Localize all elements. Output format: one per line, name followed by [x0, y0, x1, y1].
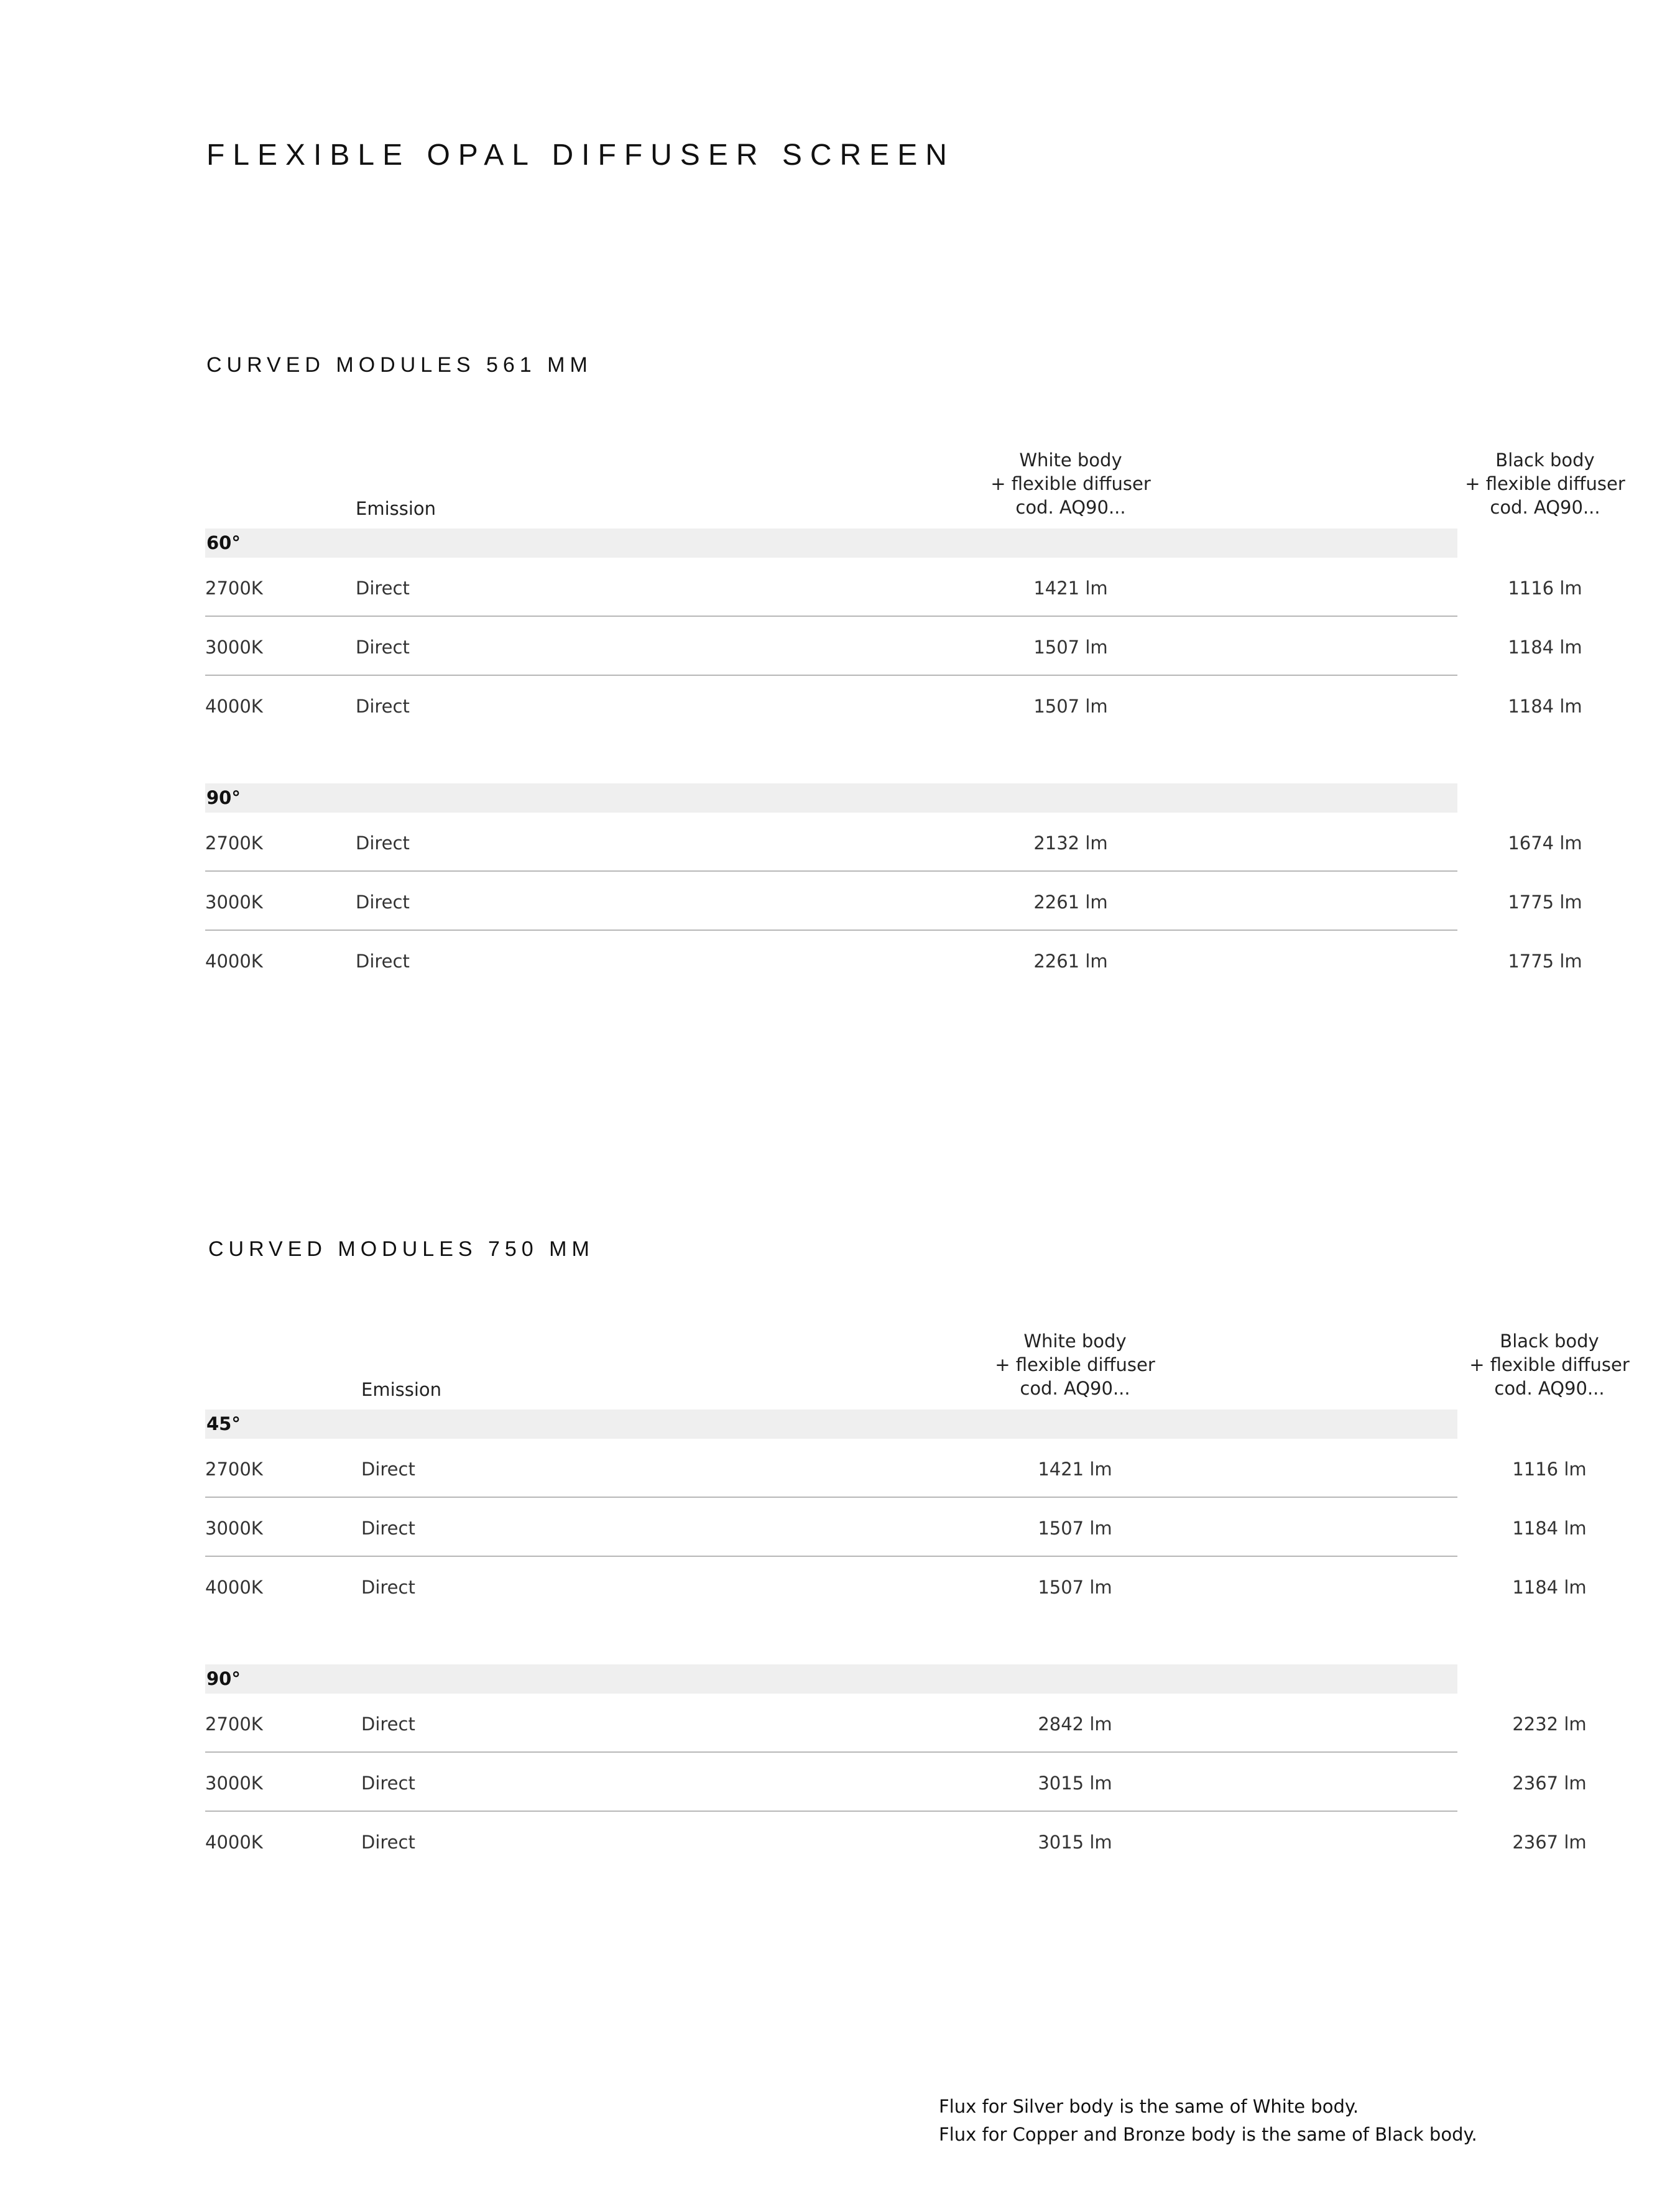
black-body-flux: 1184 lm	[1508, 696, 1582, 717]
emission-value: Direct	[361, 1577, 415, 1598]
table-header	[205, 1316, 1630, 1409]
table-row	[205, 617, 1582, 676]
white-body-flux: 3015 lm	[1038, 1773, 1112, 1794]
color-temperature: 4000K	[205, 696, 263, 717]
black-body-flux: 1775 lm	[1508, 951, 1582, 972]
table-row	[205, 1812, 1587, 1870]
black-body-flux: 1674 lm	[1508, 833, 1582, 854]
black-body-column-header: Black body + flexible diffuser cod. AQ90...	[1469, 1331, 1630, 1399]
black-body-flux: 1116 lm	[1508, 578, 1582, 599]
color-temperature: 2700K	[205, 1459, 263, 1480]
section-title-750: CURVED MODULES 750 MM	[208, 1237, 594, 1261]
white-body-column-header: White body + flexible diffuser cod. AQ90...	[995, 1331, 1155, 1399]
table-row	[205, 872, 1582, 931]
section-title-561: CURVED MODULES 561 MM	[206, 353, 593, 377]
page-title: FLEXIBLE OPAL DIFFUSER SCREEN	[206, 139, 955, 172]
emission-column-header: Emission	[356, 498, 436, 519]
black-body-flux: 2367 lm	[1512, 1832, 1587, 1853]
footnote-line: Flux for Silver body is the same of White body.	[939, 2096, 1359, 2117]
table-row	[205, 676, 1582, 734]
white-body-flux: 3015 lm	[1038, 1832, 1112, 1853]
footnote	[939, 2093, 1477, 2149]
white-body-flux: 1507 lm	[1038, 1518, 1112, 1539]
table-row	[205, 1439, 1587, 1498]
color-temperature: 4000K	[205, 951, 263, 972]
group-header-90: 90°	[205, 783, 1457, 813]
color-temperature: 3000K	[205, 1773, 263, 1794]
emission-value: Direct	[356, 637, 410, 658]
emission-value: Direct	[361, 1459, 415, 1480]
flux-table-750	[205, 1316, 1630, 1870]
white-body-flux: 2132 lm	[1033, 833, 1108, 854]
emission-value: Direct	[356, 578, 410, 599]
white-body-flux: 1507 lm	[1033, 637, 1108, 658]
white-body-column-header: White body + flexible diffuser cod. AQ90...	[990, 450, 1151, 518]
table-header	[205, 435, 1625, 528]
black-body-flux: 1184 lm	[1512, 1518, 1587, 1539]
emission-value: Direct	[361, 1832, 415, 1853]
table-row	[205, 931, 1582, 989]
white-body-flux: 1507 lm	[1038, 1577, 1112, 1598]
color-temperature: 3000K	[205, 1518, 263, 1539]
white-body-flux: 1421 lm	[1038, 1459, 1112, 1480]
black-body-flux: 1775 lm	[1508, 892, 1582, 913]
table-row	[205, 1557, 1587, 1615]
color-temperature: 2700K	[205, 578, 263, 599]
white-body-flux: 1507 lm	[1033, 696, 1108, 717]
table-row	[205, 1498, 1587, 1557]
table-row	[205, 1753, 1587, 1812]
group-header-90: 90°	[205, 1664, 1457, 1694]
emission-value: Direct	[356, 892, 410, 913]
emission-value: Direct	[361, 1714, 415, 1735]
emission-value: Direct	[356, 833, 410, 854]
table-row	[205, 558, 1582, 617]
group-header-45: 45°	[205, 1409, 1457, 1439]
black-body-column-header: Black body + flexible diffuser cod. AQ90...	[1465, 450, 1625, 518]
group-header-60: 60°	[205, 528, 1457, 558]
white-body-flux: 2261 lm	[1033, 892, 1108, 913]
emission-value: Direct	[356, 951, 410, 972]
white-body-flux: 2842 lm	[1038, 1714, 1112, 1735]
footnote-line: Flux for Copper and Bronze body is the same of Black body.	[939, 2124, 1477, 2145]
black-body-flux: 1184 lm	[1508, 637, 1582, 658]
black-body-flux: 2232 lm	[1512, 1714, 1587, 1735]
flux-table-561	[205, 435, 1625, 989]
black-body-flux: 1184 lm	[1512, 1577, 1587, 1598]
color-temperature: 3000K	[205, 892, 263, 913]
color-temperature: 2700K	[205, 1714, 263, 1735]
emission-value: Direct	[361, 1773, 415, 1794]
emission-value: Direct	[356, 696, 410, 717]
color-temperature: 4000K	[205, 1832, 263, 1853]
emission-value: Direct	[361, 1518, 415, 1539]
white-body-flux: 1421 lm	[1033, 578, 1108, 599]
white-body-flux: 2261 lm	[1033, 951, 1108, 972]
black-body-flux: 1116 lm	[1512, 1459, 1587, 1480]
color-temperature: 4000K	[205, 1577, 263, 1598]
table-row	[205, 1694, 1587, 1753]
color-temperature: 3000K	[205, 637, 263, 658]
color-temperature: 2700K	[205, 833, 263, 854]
emission-column-header: Emission	[361, 1379, 442, 1400]
table-row	[205, 813, 1582, 872]
black-body-flux: 2367 lm	[1512, 1773, 1587, 1794]
